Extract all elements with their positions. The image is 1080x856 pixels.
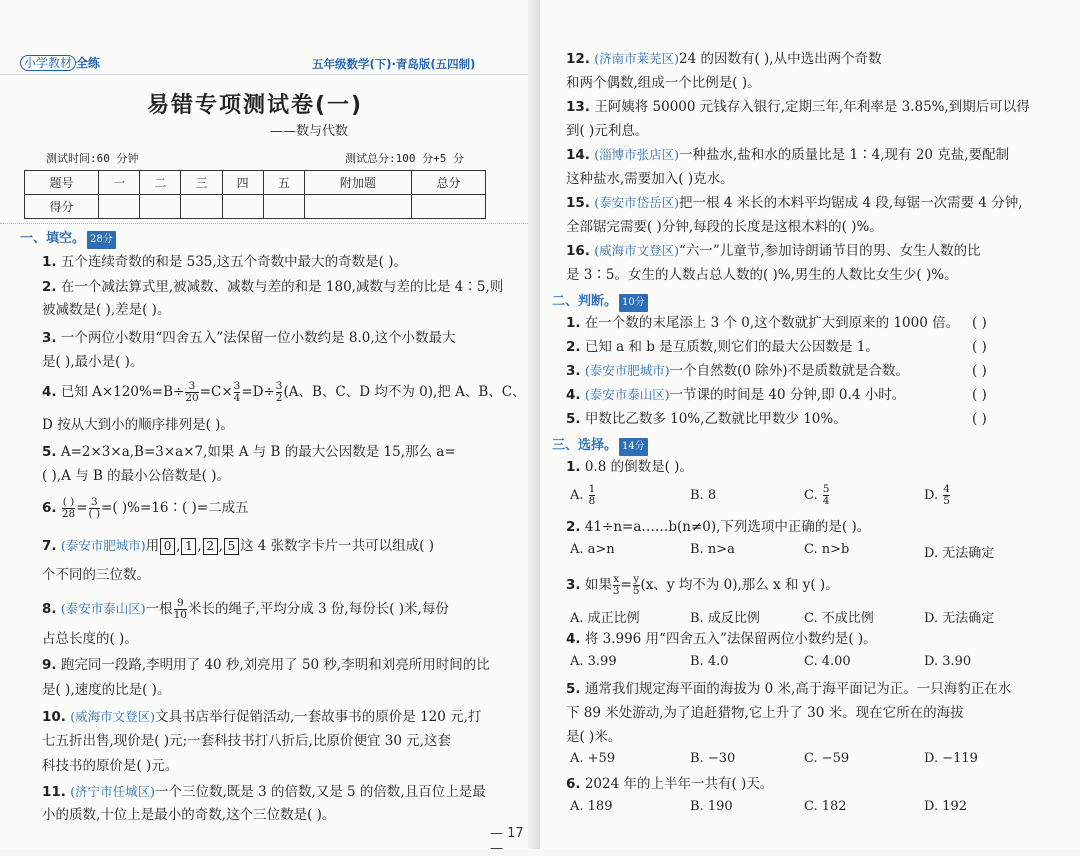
choice-2-b[interactable]: B. n>a (690, 542, 735, 557)
choice-2: 2. 41÷n=a……b(n≠0),下列选项中正确的是( )。 (566, 519, 871, 535)
choice-5-a[interactable]: A. +59 (570, 751, 616, 766)
header-rule (0, 74, 528, 75)
choice-3-b[interactable]: B. 成反比例 (690, 611, 760, 626)
q14-line-a: 14. (淄博市张店区)一种盐水,盐和水的质量比是 1∶4,现有 20 克盐,要配制 (566, 147, 1010, 163)
score-header-row (25, 171, 486, 195)
judge-4: 4. (泰安市泰山区)一节课的时间是 40 分钟,即 0.4 小时。 (566, 387, 906, 403)
fraction: $\frac{y}{5}$ (632, 573, 640, 597)
score-cell[interactable] (222, 195, 263, 219)
page-subtitle: ——数与代数 (270, 124, 349, 139)
choice-6-a[interactable]: A. 189 (570, 799, 613, 814)
q1: 1. 五个连续奇数的和是 535,这五个奇数中最大的奇数是( )。 (42, 254, 408, 270)
q9-line-b: 是( ),速度的比是( )。 (42, 682, 171, 698)
choice-5-d[interactable]: D. −119 (924, 751, 978, 766)
q5-line-b: ( ),A 与 B 的最小公倍数是( )。 (42, 468, 230, 484)
test-total: 测试总分:100 分+5 分 (345, 152, 464, 165)
score-cell[interactable] (99, 195, 140, 219)
judge-2: 2. 已知 a 和 b 是互质数,则它们的最大公因数是 1。 (566, 339, 879, 355)
choice-6-d[interactable]: D. 192 (924, 799, 968, 814)
judge-2-answer[interactable]: ( ) (972, 339, 987, 355)
q4-line-a: 4. 已知 A×120%=B÷ $\frac{3}{20}$ =C× $\frac{3}{4}$ =D÷ $\frac{3}{2}$ (A、B、C、D 均不为 0),把 A、B、C、 (42, 380, 526, 404)
fraction: $\frac{3}{2}$ (275, 380, 283, 404)
q10-line-a: 10. (威海市文登区)文具书店举行促销活动,一套故事书的原价是 120 元,打 (42, 709, 482, 725)
choice-4-d[interactable]: D. 3.90 (924, 654, 972, 669)
score-cell[interactable] (181, 195, 222, 219)
series-logo: 小学教材 全练 (20, 54, 100, 71)
judge-5: 5. 甲数比乙数多 10%,乙数就比甲数少 10%。 (566, 411, 847, 427)
digit-card: 2 (203, 538, 218, 555)
score-header: 四 (222, 171, 263, 195)
choice-1-b[interactable]: B. 8 (690, 488, 717, 503)
section-divider (0, 223, 528, 224)
fraction: $\frac{3}{4}$ (233, 380, 241, 404)
fraction: $\frac{9}{10}$ (173, 597, 187, 621)
score-header: 五 (263, 171, 304, 195)
choice-4-a[interactable]: A. 3.99 (570, 654, 617, 669)
section-fill: 一、填空。 28分 (20, 229, 116, 249)
choice-2-c[interactable]: C. n>b (804, 542, 850, 557)
judge-1: 1. 在一个数的末尾添上 3 个 0,这个数就扩大到原来的 1000 倍。 (566, 315, 960, 331)
q3-line-a: 3. 一个两位小数用“四舍五入”法保留一位小数约是 8.0,这个小数最大 (42, 330, 456, 346)
section-choice: 三、选择。 14分 (552, 436, 648, 456)
score-cell[interactable] (411, 195, 485, 219)
q5-line-a: 5. A=2×3×a,B=3×a×7,如果 A 与 B 的最大公因数是 15,那么 a= (42, 444, 456, 460)
q12-line-a: 12. (济南市莱芜区)24 的因数有( ),从中选出两个奇数 (566, 51, 882, 67)
choice-4-b[interactable]: B. 4.0 (690, 654, 729, 669)
q10-line-b: 七五折出售,现价是( )元;一套科技书打八折后,比原价便宜 30 元,这套 (42, 733, 452, 749)
score-cell[interactable] (304, 195, 411, 219)
digit-card: 1 (181, 538, 196, 555)
choice-2-a[interactable]: A. a>n (570, 542, 615, 557)
score-header: 二 (140, 171, 181, 195)
judge-5-answer[interactable]: ( ) (972, 411, 987, 427)
choice-5-b[interactable]: B. −30 (690, 751, 736, 766)
score-header: 一 (99, 171, 140, 195)
digit-card: 5 (224, 538, 239, 555)
q15-line-a: 15. (泰安市岱岳区)把一根 4 米长的木料平均锯成 4 段,每锯一次需要 4 分钟, (566, 195, 1023, 211)
choice-4: 4. 将 3.996 用“四舍五入”法保留两位小数约是( )。 (566, 631, 877, 647)
score-cell[interactable] (140, 195, 181, 219)
choice-3: 3. 如果 $\frac{x}{3}$ = $\frac{y}{5}$ (x、y 均不为 0),那么 x 和 y( )。 (566, 573, 839, 597)
choice-5-line-c: 是( )米。 (566, 729, 622, 745)
q3-line-b: 是( ),最小是( )。 (42, 354, 144, 370)
score-header: 题号 (25, 171, 99, 195)
q8-line-b: 占总长度的( )。 (42, 631, 138, 647)
q11-line-b: 小的质数,十位上是最小的奇数,这个三位数是( )。 (42, 807, 336, 823)
q13-line-a: 13. 王阿姨将 50000 元钱存入银行,定期三年,年利率是 3.85%,到期后可以得 (566, 99, 1030, 115)
choice-6: 6. 2024 年的上半年一共有( )天。 (566, 776, 774, 792)
choice-4-c[interactable]: C. 4.00 (804, 654, 851, 669)
fraction: $\frac{3}{20}$ (185, 380, 199, 404)
q6: 6. $\frac{( )}{28}$ = $\frac{3}{( )}$ =( )%=16∶( )=二成五 (42, 496, 249, 520)
q8-line-a: 8. (泰安市泰山区)一根 $\frac{9}{10}$ 米长的绳子,平均分成 3 份,每份长( )米,每份 (42, 597, 449, 621)
q16-line-b: 是 3∶5。女生的人数占总人数的( )%,男生的人数比女生少( )%。 (566, 267, 958, 283)
fraction: $\frac{x}{3}$ (612, 573, 620, 597)
choice-3-d[interactable]: D. 无法确定 (924, 611, 995, 626)
choice-5-line-b: 下 89 米处游动,为了追赶猎物,它上升了 30 米。现在它所在的海拔 (566, 705, 964, 721)
q4-line-b: D 按从大到小的顺序排列是( )。 (42, 417, 234, 433)
score-header: 三 (181, 171, 222, 195)
q2-line-b: 被减数是( ),差是( )。 (42, 302, 171, 318)
q13-line-b: 到( )元利息。 (566, 123, 649, 139)
section-judge: 二、判断。 10分 (552, 292, 648, 312)
judge-3: 3. (泰安市肥城市)一个自然数(0 除外)不是质数就是合数。 (566, 363, 910, 379)
choice-5-line-a: 5. 通常我们规定海平面的海拔为 0 米,高于海平面记为正。一只海豹正在水 (566, 681, 1012, 697)
digit-card: 0 (160, 538, 175, 555)
score-row-label: 得分 (25, 195, 99, 219)
choice-5-c[interactable]: C. −59 (804, 751, 850, 766)
choice-3-a[interactable]: A. 成正比例 (570, 611, 640, 626)
right-page (540, 0, 1080, 849)
page-number: — 17 — (490, 826, 524, 856)
score-value-row (25, 195, 486, 219)
choice-1-a[interactable]: A. $\frac{1}{8}$ (570, 483, 596, 507)
test-time: 测试时间:60 分钟 (46, 152, 139, 165)
choice-6-b[interactable]: B. 190 (690, 799, 733, 814)
fraction: $\frac{5}{4}$ (822, 483, 830, 507)
q12-line-b: 和两个偶数,组成一个比例是( )。 (566, 75, 761, 91)
q11-line-a: 11. (济宁市任城区)一个三位数,既是 3 的倍数,又是 5 的倍数,且百位上是最 (42, 784, 486, 800)
choice-1-c[interactable]: C. $\frac{5}{4}$ (804, 483, 830, 507)
page-title: 易错专项测试卷(一) (146, 93, 364, 118)
fraction: $\frac{3}{( )}$ (88, 496, 101, 520)
q16-line-a: 16. (威海市文登区)“六一”儿童节,参加诗朗诵节目的男、女生人数的比 (566, 243, 981, 259)
q14-line-b: 这种盐水,需要加入( )克水。 (566, 171, 734, 187)
choice-1: 1. 0.8 的倒数是( )。 (566, 459, 693, 475)
judge-1-answer[interactable]: ( ) (972, 315, 987, 331)
q2-line-a: 2. 在一个减法算式里,被减数、减数与差的和是 180,减数与差的比是 4∶5,则 (42, 279, 504, 295)
judge-4-answer[interactable]: ( ) (972, 387, 987, 403)
score-table (24, 170, 486, 219)
fraction: $\frac{4}{5}$ (943, 483, 950, 507)
q7-line-a: 7. (泰安市肥城市)用 0 , 1 , 2 , 5 这 4 张数字卡片一共可以组成( ) (42, 538, 434, 554)
choice-1-d[interactable]: D. $\frac{4}{5}$ (924, 483, 950, 507)
q9-line-a: 9. 跑完同一段路,李明用了 40 秒,刘亮用了 50 秒,李明和刘亮所用时间的比 (42, 657, 490, 673)
choice-6-c[interactable]: C. 182 (804, 799, 847, 814)
score-cell[interactable] (263, 195, 304, 219)
judge-3-answer[interactable]: ( ) (972, 363, 987, 379)
q15-line-b: 全部锯完需要( )分钟,每段的长度是这根木料的( )%。 (566, 219, 883, 235)
score-header: 附加题 (304, 171, 411, 195)
score-header: 总分 (411, 171, 485, 195)
choice-2-d[interactable]: D. 无法确定 (924, 546, 995, 561)
q7-line-b: 个不同的三位数。 (42, 567, 150, 583)
fraction: $\frac{1}{8}$ (588, 483, 596, 507)
q10-line-c: 科技书的原价是( )元。 (42, 758, 179, 774)
book-title: 五年级数学(下)·青岛版(五四制) (312, 57, 476, 71)
fraction: $\frac{( )}{28}$ (61, 496, 76, 520)
choice-3-c[interactable]: C. 不成比例 (804, 611, 874, 626)
